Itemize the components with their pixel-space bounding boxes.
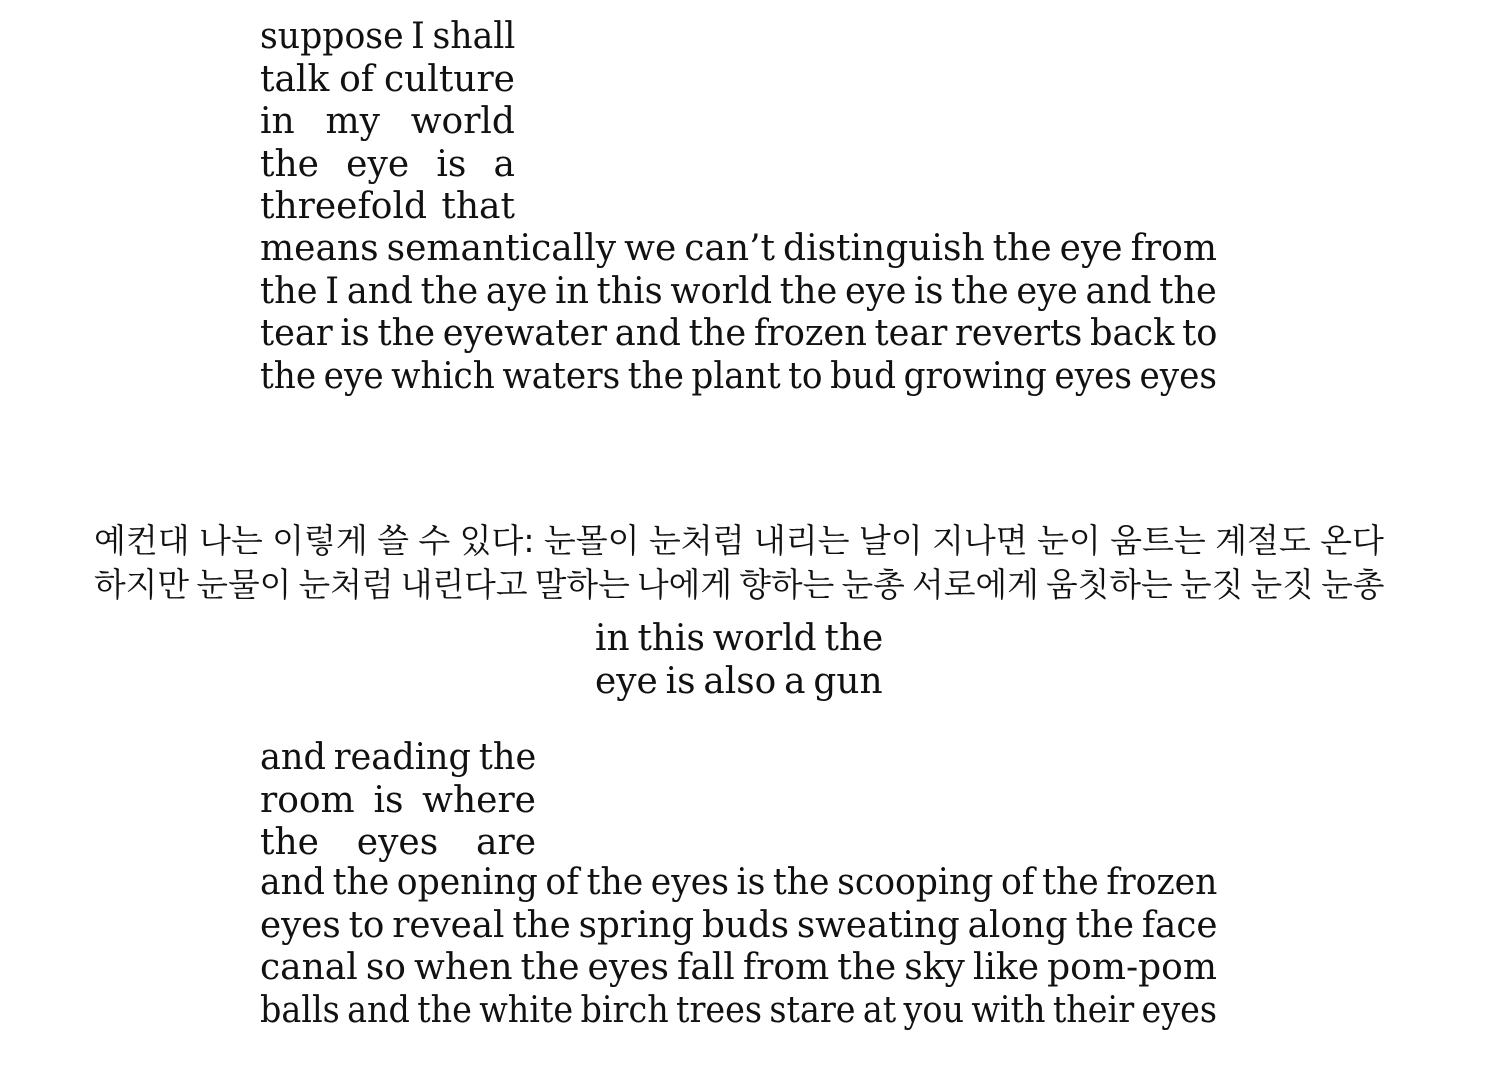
poem-line: and the opening of the eyes is the scooping of the frozen <box>260 862 1218 903</box>
poem-line: room is where <box>260 779 536 821</box>
poem-line: the eye which waters the plant to bud growing eyes eyes <box>260 355 1218 397</box>
poem-line: in this world the <box>595 618 884 659</box>
stanza-1-narrow <box>260 16 515 229</box>
poem-line: in my world <box>260 101 515 142</box>
poem-line: talk of culture <box>260 58 515 100</box>
poem-line: balls and the white birch trees stare at you with their eyes <box>260 989 1217 1031</box>
poem-line: threefold that <box>260 186 515 227</box>
poem-line: the eyes are <box>260 822 536 863</box>
poem-line: eyes to reveal the spring buds sweating along the face <box>260 904 1218 946</box>
poem-line: canal so when the eyes fall from the sky like pom-pom <box>260 947 1217 988</box>
poem-line: the eye is a <box>260 143 515 185</box>
korean-line: 예컨대 나는 이렇게 쓸 수 있다: 눈몰이 눈처럼 내리는 날이 지나면 눈이 움트는 계절도 온다 <box>94 521 1384 560</box>
korean-passage <box>94 519 1384 607</box>
center-couplet <box>595 618 883 703</box>
poem-line: the I and the aye in this world the eye is the eye and the <box>260 270 1217 312</box>
poem-line: eye is also a gun <box>595 660 883 702</box>
korean-line: 하지만 눈물이 눈처럼 내린다고 말하는 나에게 향하는 눈총 서로에게 움칫하는 눈짓 눈짓 눈총 <box>94 565 1385 604</box>
poem-line: suppose I shall <box>260 16 516 57</box>
poem-line: means semantically we can’t distinguish the eye from <box>260 228 1217 269</box>
poem-line: tear is the eyewater and the frozen tear reverts back to <box>260 313 1218 354</box>
stanza-1-wide <box>260 228 1217 398</box>
stanza-2-narrow <box>260 737 536 865</box>
stanza-2-wide <box>260 862 1217 1032</box>
poem-line: and reading the <box>260 737 537 778</box>
